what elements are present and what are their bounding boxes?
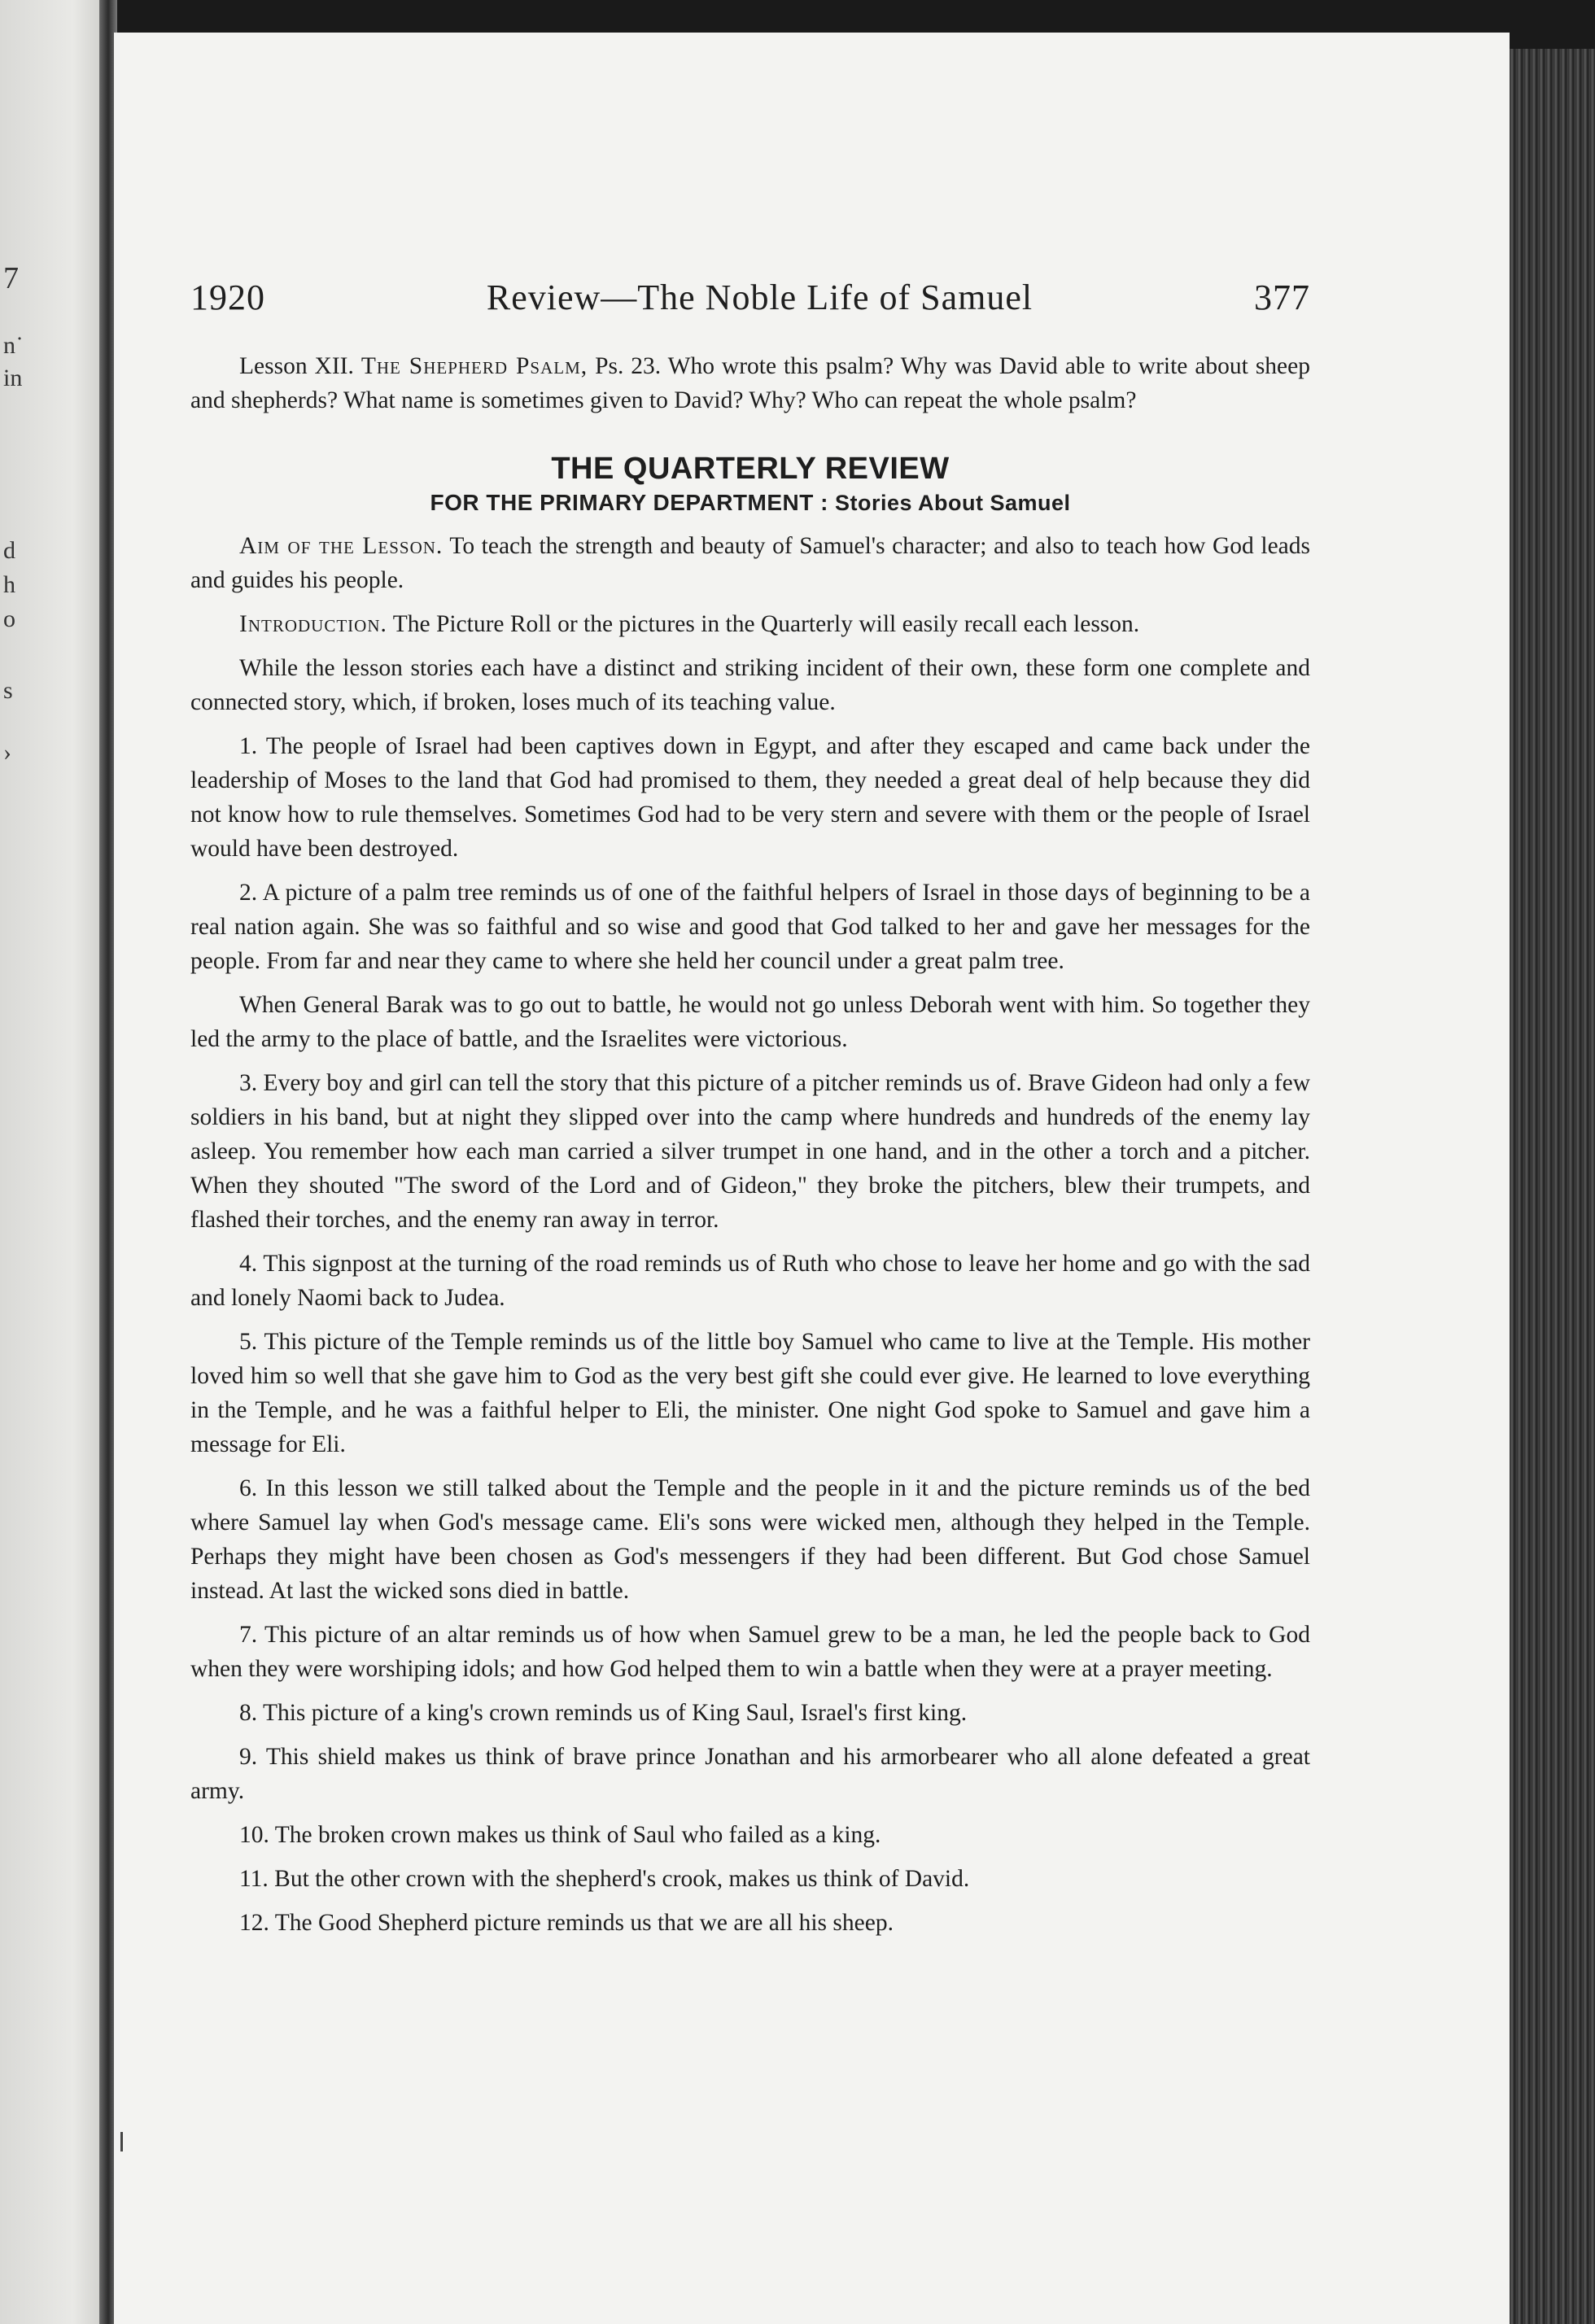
- margin-fragment: 7: [3, 261, 19, 295]
- body-paragraph: 9. This shield makes us think of brave prince Jonathan and his armorbearer who all alone defeated a great army.: [190, 1744, 1310, 1804]
- page-stack-edge: [1510, 49, 1595, 2324]
- body-paragraph: 5. This picture of the Temple reminds us of the little boy Samuel who came to live at the Temple. His mother loved him so well that she gave him to God as the very best gift she could ever give. He learned to love everything in the Temple, and he was a faithful helper to Eli, the minister. One night God spoke to Samuel and gave him a message for Eli.: [190, 1329, 1310, 1457]
- margin-fragment: n˙: [3, 332, 24, 359]
- margin-mark: [120, 2132, 123, 2151]
- subheading-topic: Stories About Samuel: [828, 491, 1071, 515]
- margin-fragment: in: [3, 365, 23, 391]
- running-header: [190, 277, 1310, 318]
- lesson-title: The Shepherd Psalm,: [361, 353, 588, 379]
- body-paragraph: 1. The people of Israel had been captives down in Egypt, and after they escaped and came back under the leadership of Moses to the land that God had promised to them, they needed a great deal of help because they did not know how to rule themselves. Sometimes God had to be very stern and severe with them or the people of Israel would have been destroyed.: [190, 733, 1310, 862]
- header-title: Review—The Noble Life of Samuel: [486, 277, 1033, 317]
- introduction-paragraph: [190, 607, 1310, 641]
- previous-page-edge: [0, 0, 104, 2324]
- page-number: 377: [1253, 277, 1310, 317]
- body-paragraph: 6. In this lesson we still talked about the Temple and the people in it and the picture reminds us of the bed where Samuel lay when God's message came. Eli's sons were wicked men, although they helped in the Temple. Perhaps they might have been chosen as God's messengers if they had been different. But God chose Samuel instead. At last the wicked sons died in battle.: [190, 1475, 1310, 1604]
- body-paragraph: 4. This signpost at the turning of the road reminds us of Ruth who chose to leave her home and go with the sad and lonely Naomi back to Judea.: [190, 1251, 1310, 1311]
- introduction-label: Introduction.: [239, 611, 387, 637]
- subheading-department: FOR THE PRIMARY DEPARTMENT :: [430, 490, 828, 515]
- introduction-text: The Picture Roll or the pictures in the Quarterly will easily recall each lesson.: [387, 611, 1140, 637]
- body-paragraph: When General Barak was to go out to battle, he would not go unless Deborah went with him. So together they led the army to the place of battle, and the Israelites were victorious.: [190, 992, 1310, 1052]
- body-paragraph: 10. The broken crown makes us think of Saul who failed as a king.: [239, 1822, 881, 1848]
- lesson-xii-paragraph: [190, 349, 1310, 417]
- margin-fragment: s: [3, 677, 13, 704]
- body-paragraph: 2. A picture of a palm tree reminds us of one of the faithful helpers of Israel in those days of beginning to be a real nation again. She was so faithful and so wise and good that God talked to her and gave her messages for the people. From far and near they came to where she held her council under a great palm tree.: [190, 880, 1310, 974]
- body-paragraph: 12. The Good Shepherd picture reminds us that we are all his sheep.: [239, 1910, 894, 1936]
- header-year: 1920: [190, 277, 265, 317]
- section-subheading: [190, 490, 1310, 516]
- book-page: [114, 33, 1510, 2324]
- body-paragraph: 8. This picture of a king's crown reminds us of King Saul, Israel's first king.: [239, 1700, 968, 1726]
- body-paragraph: While the lesson stories each have a distinct and striking incident of their own, these form one complete and connected story, which, if broken, loses much of its teaching value.: [190, 655, 1310, 715]
- aim-paragraph: [190, 529, 1310, 597]
- margin-fragment: d: [3, 537, 15, 564]
- margin-fragment: h: [3, 571, 15, 598]
- page-content: [190, 277, 1310, 1950]
- margin-fragment: ›: [3, 739, 11, 766]
- body-paragraph: 3. Every boy and girl can tell the story that this picture of a pitcher reminds us of. Brave Gideon had only a few soldiers in his band, but at night they slipped over into the camp where hundreds and hundreds of the enemy lay asleep. You remember how each man carried a silver trumpet in one hand, and in the other a torch and a pitcher. When they shouted "The sword of the Lord and of Gideon," they broke the pitchers, blew their trumpets, and flashed their torches, and the enemy ran away in terror.: [190, 1070, 1310, 1233]
- aim-label: Aim of the Lesson.: [239, 533, 444, 559]
- body-paragraph: 7. This picture of an altar reminds us of how when Samuel grew to be a man, he led the people back to God when they were worshiping idols; and how God helped them to win a battle when they were at a prayer meeting.: [190, 1622, 1310, 1682]
- lesson-text: Ps. 23. Who wrote this psalm? Why was David able to write about sheep and shepherds? What name is sometimes given to David? Why? Who can repeat the whole psalm?: [190, 353, 1310, 413]
- body-paragraph: 11. But the other crown with the shepherd's crook, makes us think of David.: [239, 1866, 970, 1892]
- aim-text: To teach the strength and beauty of Samuel's character; and also to teach how God leads and guides his people.: [190, 533, 1311, 593]
- section-heading: THE QUARTERLY REVIEW: [551, 452, 950, 486]
- margin-fragment: o: [3, 605, 15, 632]
- lesson-label: Lesson XII.: [239, 353, 354, 379]
